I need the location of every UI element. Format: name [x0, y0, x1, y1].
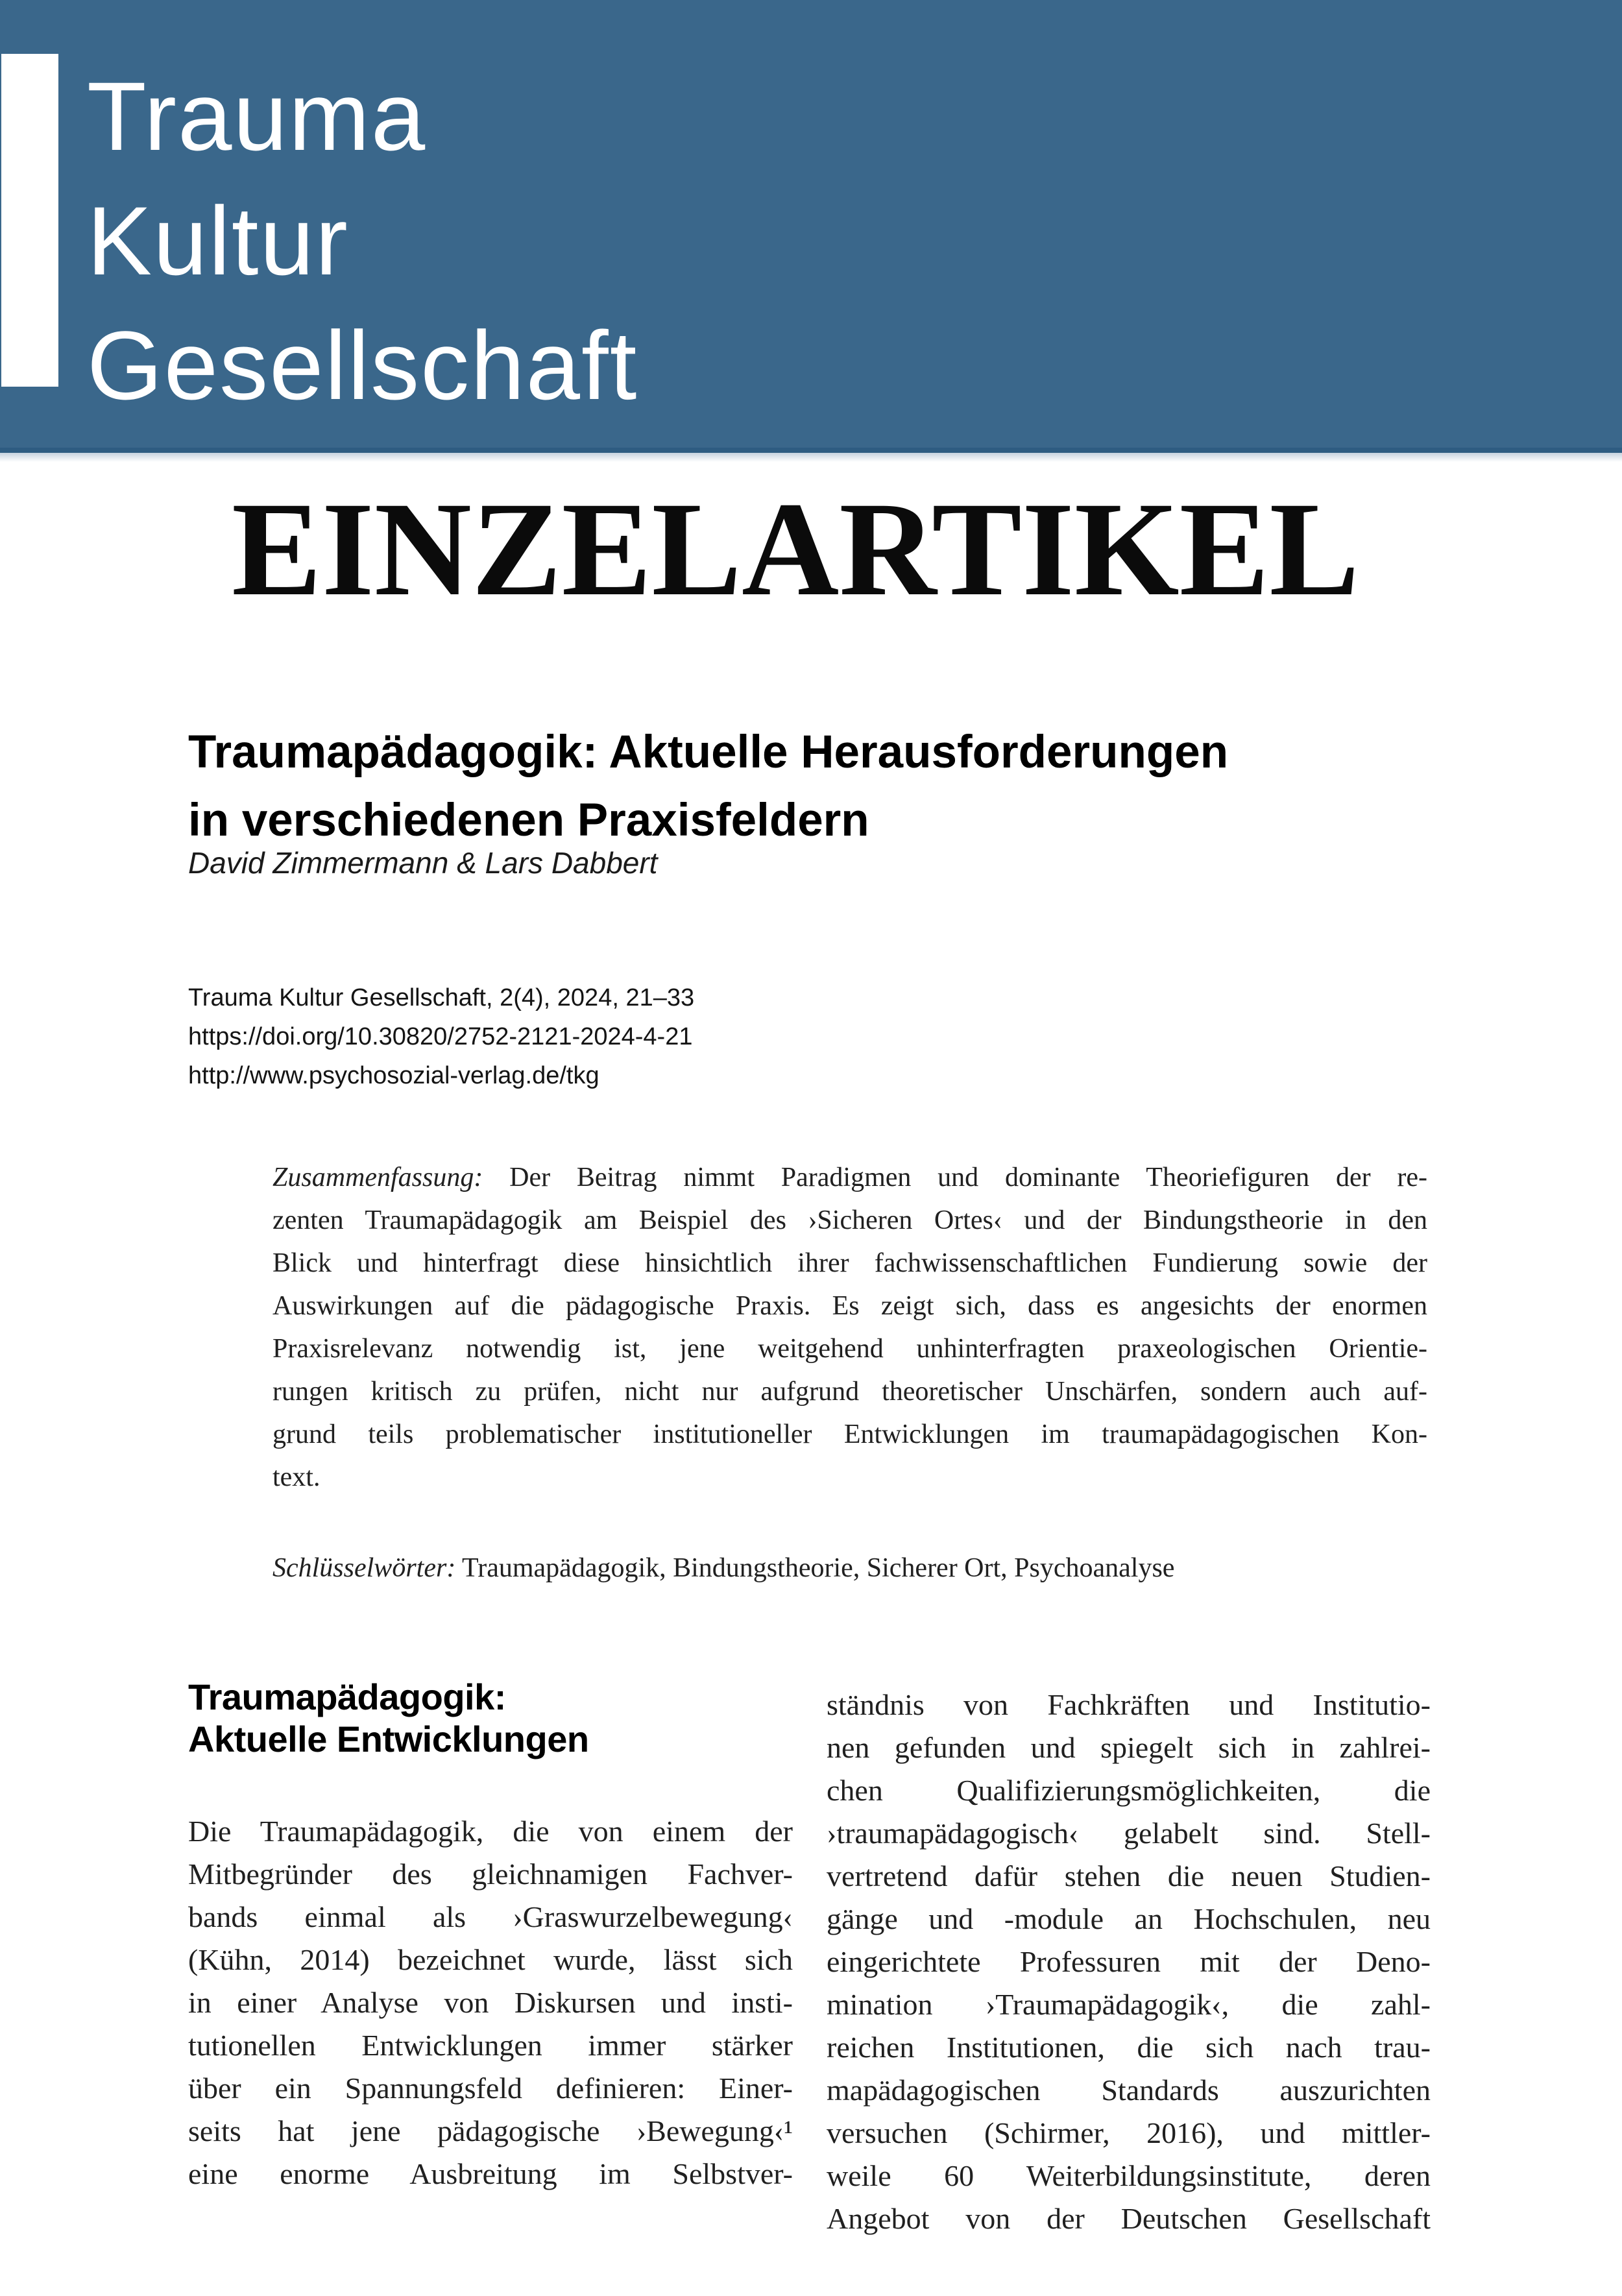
- article-title-line: in verschiedenen Praxisfeldern: [188, 795, 869, 846]
- body-text-line: Mitbegründer des gleichnamigen Fachver-: [188, 1857, 793, 1891]
- abstract-line: text.: [272, 1462, 321, 1492]
- journal-logo-bar: [1, 54, 58, 387]
- abstract-line: [272, 1156, 1427, 1199]
- header-band-shadow: [0, 453, 1622, 462]
- abstract-line: zenten Traumapädagogik am Beispiel des ›Sicheren Ortes‹ und der Bindungstheorie in den: [272, 1205, 1427, 1235]
- body-text-line: Die Traumapädagogik, die von einem der: [188, 1815, 793, 1848]
- body-text-line: (Kühn, 2014) bezeichnet wurde, lässt sich: [188, 1943, 793, 1976]
- section-heading-line: Traumapädagogik:: [188, 1676, 506, 1717]
- abstract-line: rungen kritisch zu prüfen, nicht nur aufgrund theoretischer Unschärfen, sondern auch auf-: [272, 1377, 1427, 1407]
- abstract-line: grund teils problematischer institutioneller Entwicklungen im traumapädagogischen Kon-: [272, 1420, 1427, 1449]
- journal-logo-line: Kultur: [87, 186, 349, 295]
- body-column-left: [188, 1810, 793, 2195]
- body-text-line: versuchen (Schirmer, 2016), und mittler-: [827, 2116, 1431, 2149]
- body-text-line: weile 60 Weiterbildungsinstitute, deren: [827, 2159, 1431, 2192]
- body-text-line: reichen Institutionen, die sich nach trau-: [827, 2031, 1431, 2064]
- abstract-line-text: Der Beitrag nimmt Paradigmen und dominante Theoriefiguren der re-: [483, 1163, 1427, 1192]
- body-column-right: [827, 1684, 1431, 2240]
- journal-header-band: [0, 0, 1622, 453]
- keywords-line: [272, 1547, 1174, 1589]
- body-text-line: vertretend dafür stehen die neuen Studien-: [827, 1859, 1431, 1892]
- keywords-label: Schlüsselwörter:: [272, 1553, 456, 1583]
- keywords-text: Traumapädagogik, Bindungstheorie, Sicherer Ort, Psychoanalyse: [455, 1553, 1175, 1583]
- body-text-line: mination ›Traumapädagogik‹, die zahl-: [827, 1988, 1431, 2021]
- body-text-line: über ein Spannungsfeld definieren: Einer-: [188, 2072, 793, 2105]
- body-text-line: gänge und -module an Hochschulen, neu: [827, 1902, 1431, 1935]
- body-text-line: ständnis von Fachkräften und Institutio-: [827, 1688, 1431, 1721]
- abstract-label: Zusammenfassung:: [272, 1163, 483, 1192]
- body-text-line: Angebot von der Deutschen Gesellschaft: [827, 2202, 1431, 2235]
- body-text-line: mapädagogischen Standards auszurichten: [827, 2073, 1431, 2107]
- abstract-line: Praxisrelevanz notwendig ist, jene weitgehend unhinterfragten praxeologischen Orientie-: [272, 1334, 1427, 1364]
- rubric-heading: EINZELARTIKEL: [232, 474, 1360, 623]
- body-text-line: seits hat jene pädagogische ›Bewegung‹¹: [188, 2114, 793, 2147]
- body-text-line: ›traumapädagogisch‹ gelabelt sind. Stell-: [827, 1817, 1431, 1850]
- journal-logo-line: Gesellschaft: [87, 311, 638, 420]
- citation-line: https://doi.org/10.30820/2752-2121-2024-4-21: [188, 1023, 693, 1050]
- citation-block: [188, 978, 694, 1095]
- section-heading-line: Aktuelle Entwicklungen: [188, 1719, 589, 1759]
- abstract-line: Blick und hinterfragt diese hinsichtlich ihrer fachwissenschaftlichen Fundierung sowie der: [272, 1248, 1427, 1278]
- citation-line: Trauma Kultur Gesellschaft, 2(4), 2024, 21–33: [188, 984, 695, 1011]
- body-text-line: bands einmal als ›Graswurzelbewegung‹: [188, 1900, 793, 1933]
- article-authors: David Zimmermann & Lars Dabbert: [188, 846, 658, 880]
- article-title-line: Traumapädagogik: Aktuelle Herausforderungen: [188, 727, 1229, 778]
- body-text-line: eingerichtete Professuren mit der Deno-: [827, 1945, 1431, 1978]
- body-text-line: tutionellen Entwicklungen immer stärker: [188, 2029, 793, 2062]
- journal-logo-line: Trauma: [87, 62, 427, 171]
- section-heading: [188, 1676, 589, 1760]
- abstract-block: [272, 1156, 1427, 1499]
- citation-line: http://www.psychosozial-verlag.de/tkg: [188, 1062, 599, 1089]
- body-text-line: in einer Analyse von Diskursen und insti-: [188, 1986, 793, 2019]
- body-text-line: nen gefunden und spiegelt sich in zahlrei-: [827, 1731, 1431, 1764]
- body-text-line: chen Qualifizierungsmöglichkeiten, die: [827, 1774, 1431, 1807]
- abstract-continuation: [272, 1199, 1427, 1499]
- abstract-line: Auswirkungen auf die pädagogische Praxis. Es zeigt sich, dass es angesichts der enormen: [272, 1291, 1427, 1321]
- body-text-line: eine enorme Ausbreitung im Selbstver-: [188, 2157, 793, 2190]
- article-title: [188, 718, 1228, 854]
- journal-logo: [87, 54, 638, 428]
